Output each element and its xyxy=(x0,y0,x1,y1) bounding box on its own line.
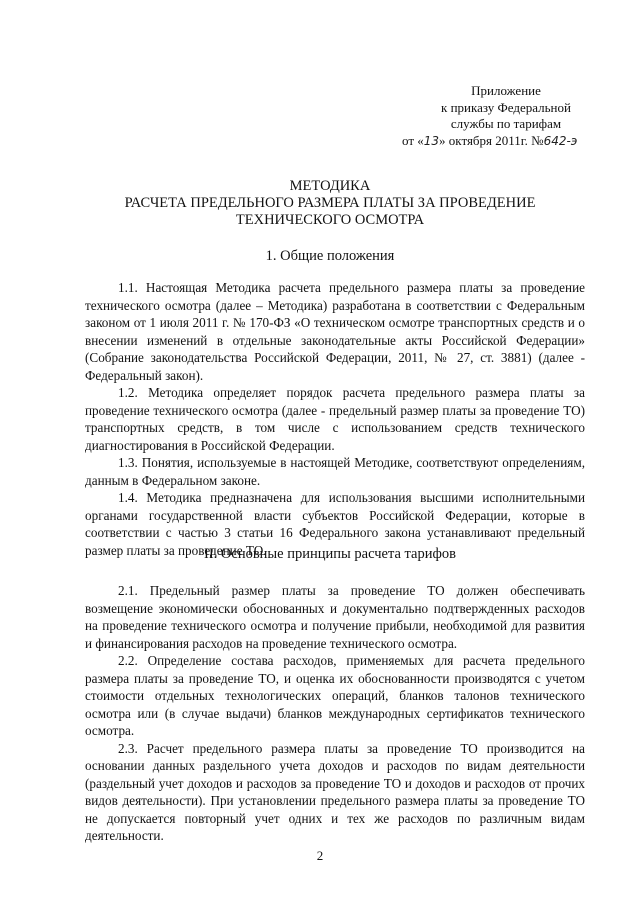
title-line-2: РАСЧЕТА ПРЕДЕЛЬНОГО РАЗМЕРА ПЛАТЫ ЗА ПРОВЕДЕНИЕ xyxy=(124,195,536,211)
document-title xyxy=(60,178,600,229)
annex-title: Приложение xyxy=(471,83,541,98)
date-prefix: от « xyxy=(402,132,424,148)
section-2-heading: II. Основные принципы расчета тарифов xyxy=(204,546,456,562)
annex-line-service: службы по тарифам xyxy=(450,116,562,131)
annex-date-line xyxy=(402,133,606,150)
paragraph-1-4: 1.4. Методика предназначена для использования высшими исполнительными органами государственной власти субъектов Российской Федерации, которые в соответствии с частью 3 статьи 16 Федерального закона устанавливают предельный размер платы за проведение ТО. xyxy=(85,490,585,558)
title-line-3: ТЕХНИЧЕСКОГО ОСМОТРА xyxy=(235,212,425,228)
paragraph-2-2: 2.2. Определение состава расходов, применяемых для расчета предельного размера платы за проведение ТО, и оценка их обоснованности производятся с учетом стоимости отдельных технологических операций, бланков талонов технического осмотра или (в случае выдачи) бланков международных сертификатов технического осмотра. xyxy=(85,653,585,738)
paragraph-1-2: 1.2. Методика определяет порядок расчета предельного размера платы за проведение технического осмотра (далее - предельный размер платы за проведение ТО) транспортных средств, в том числе с использованием средств технического диагностирования в Российской Федерации. xyxy=(85,385,585,453)
title-line-1: МЕТОДИКА xyxy=(289,178,371,194)
section-1-heading: 1. Общие положения xyxy=(265,248,395,264)
paragraph-2-3: 2.3. Расчет предельного размера платы за проведение ТО производится на основании данных раздельного учета доходов и расходов по видам деятельности (раздельный учет доходов и расходов за проведение ТО и доходов и расходов от прочих видов деятельности). При установлении предельного размера платы за проведение ТО не допускается повторный учет одних и тех же расходов по различным видам деятельности. xyxy=(85,740,585,843)
paragraph-1-1: 1.1. Настоящая Методика расчета предельного размера платы за проведение технического осмотра (далее – Методика) разработана в соответствии с Федеральным законом от 1 июля 2011 г. № 170-ФЗ «О техническом осмотре транспортных средств и о внесении изменений в отдельные законодательные акты Российской Федерации» (Собрание законодательства Российской Федерации, 2011, № 27, ст. 3881) (далее - Федеральный закон). xyxy=(85,280,585,383)
annex-header xyxy=(402,83,606,149)
page-number: 2 xyxy=(316,848,324,863)
paragraph-1-3: 1.3. Понятия, используемые в настоящей Методике, соответствуют определениям, данным в Федеральном законе. xyxy=(85,455,585,488)
annex-line-order: к приказу Федеральной xyxy=(441,99,571,115)
date-suffix: » октября 2011г. № xyxy=(439,132,544,148)
handwritten-order-number: 642-э xyxy=(543,133,578,148)
paragraph-2-1: 2.1. Предельный размер платы за проведение ТО должен обеспечивать возмещение экономически обоснованных и документально подтвержденных расходов на проведение технического осмотра и получение прибыли, необходимой для развития и финансирования расходов на проведение технического осмотра. xyxy=(85,583,585,651)
handwritten-day: 13 xyxy=(423,133,440,148)
section-1-body xyxy=(85,279,585,559)
section-2-body xyxy=(85,582,585,845)
